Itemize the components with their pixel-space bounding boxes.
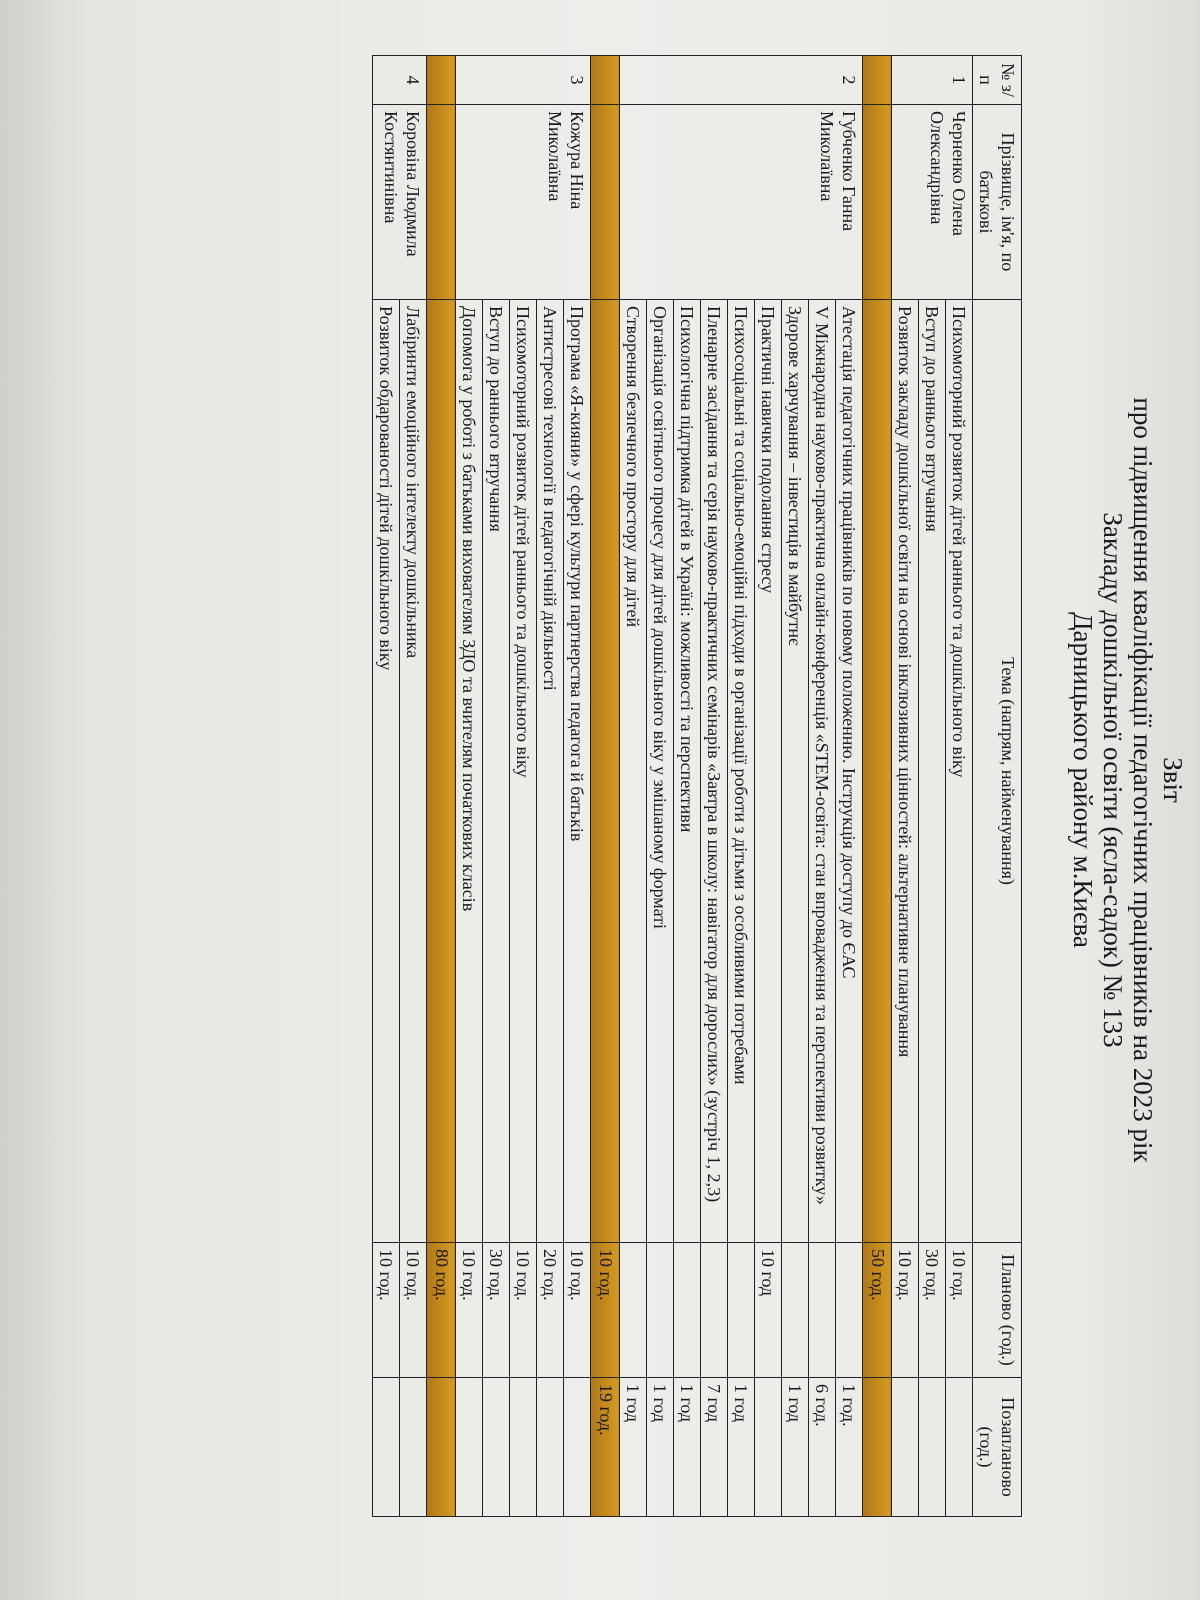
report-subtitle: про підвищення кваліфікації педагогічних працівників на 2023 рік (1128, 397, 1158, 1163)
course-theme: Розвиток обдарованості дітей дошкільного віку (373, 300, 400, 1243)
table-row (564, 56, 591, 1517)
table-row (836, 56, 863, 1517)
total-blank (591, 300, 620, 1243)
total-blank (427, 56, 456, 105)
unplanned-hours (946, 1378, 973, 1517)
unplanned-hours (919, 1378, 946, 1517)
table-header-row (973, 56, 1022, 1517)
course-theme: Пленарне засідання та серія науково-практичних семінарів «Завтра в школу: навігатор для дорослих» (зустріч 1, 2,3) (701, 300, 728, 1243)
planned-hours (620, 1243, 647, 1378)
col-header-planned: Планово (год.) (973, 1243, 1022, 1378)
planned-hours: 10 год. (510, 1243, 537, 1378)
unplanned-hours (456, 1378, 483, 1517)
planned-hours (809, 1243, 836, 1378)
unplanned-hours: 1 год (728, 1378, 755, 1517)
total-unplanned-hours (427, 1378, 456, 1517)
unplanned-hours: 6 год. (809, 1378, 836, 1517)
planned-hours (728, 1243, 755, 1378)
unplanned-hours: 1 год (674, 1378, 701, 1517)
teacher-name: Черненко Олена Олександрівна (892, 105, 973, 300)
col-header-unplanned: Позапланово (год.) (973, 1378, 1022, 1517)
course-theme: Атестація педагогічних працівників по новому положенню. Інструкція доступу до ЄАС (836, 300, 863, 1243)
course-theme: Організація освітнього процесу для дітей дошкільного віку у змішаному форматі (647, 300, 674, 1243)
unplanned-hours (537, 1378, 564, 1517)
col-header-theme: Тема (напрям, найменування) (973, 300, 1022, 1243)
unplanned-hours: 1 год (782, 1378, 809, 1517)
planned-hours: 10 год. (564, 1243, 591, 1378)
teacher-name: Кожура Ніна Миколаївна (456, 105, 591, 300)
course-theme: Вступ до раннього втручання (919, 300, 946, 1243)
course-theme: Створення безпечного простору для дітей (620, 300, 647, 1243)
col-header-name: Прізвище, ім'я, по батькові (973, 105, 1022, 300)
planned-hours: 10 год. (373, 1243, 400, 1378)
course-theme: Практичні навички подолання стресу (755, 300, 782, 1243)
unplanned-hours (564, 1378, 591, 1517)
unplanned-hours (892, 1378, 919, 1517)
table-row (946, 56, 973, 1517)
total-unplanned-hours (863, 1378, 892, 1517)
unplanned-hours (483, 1378, 510, 1517)
teacher-name: Коровіна Людмила Костянтинівна (373, 105, 427, 300)
planned-hours: 10 год (755, 1243, 782, 1378)
unplanned-hours: 7 год (701, 1378, 728, 1517)
planned-hours: 10 год. (456, 1243, 483, 1378)
course-theme: Психологічна підтримка дітей в Україні: можливості та перспективи (674, 300, 701, 1243)
total-blank (591, 105, 620, 300)
planned-hours (836, 1243, 863, 1378)
total-blank (591, 56, 620, 105)
unplanned-hours (400, 1378, 427, 1517)
planned-hours: 10 год. (946, 1243, 973, 1378)
unplanned-hours (510, 1378, 537, 1517)
course-theme: Психосоціальні та соціально-емоційні підходи в організації роботи з дітьми з особливими потребами (728, 300, 755, 1243)
course-theme: Розвиток закладу дошкільної освіти на основі інклюзивних цінностей: альтернативне планування (892, 300, 919, 1243)
unplanned-hours (373, 1378, 400, 1517)
course-theme: Вступ до раннього втручання (483, 300, 510, 1243)
course-theme: Психомоторний розвиток дітей раннього та дошкільного віку (510, 300, 537, 1243)
course-theme: Програма «Я-кияни» у сфері культури партнерства педагога й батьків (564, 300, 591, 1243)
total-row (427, 56, 456, 1517)
teacher-name: Губченко Ганна Миколаївна (620, 105, 863, 300)
planned-hours: 10 год. (892, 1243, 919, 1378)
planned-hours (701, 1243, 728, 1378)
row-number: 4 (373, 56, 427, 105)
total-blank (427, 105, 456, 300)
course-theme: Антистресові технології в педагогічній діяльності (537, 300, 564, 1243)
unplanned-hours: 1 год. (836, 1378, 863, 1517)
row-number: 2 (620, 56, 863, 105)
row-number: 1 (892, 56, 973, 105)
unplanned-hours: 1 год (647, 1378, 674, 1517)
total-planned-hours: 10 год. (591, 1243, 620, 1378)
unplanned-hours (755, 1378, 782, 1517)
table-body (373, 56, 973, 1517)
total-blank (863, 56, 892, 105)
planned-hours: 30 год. (483, 1243, 510, 1378)
qualification-table (372, 55, 1022, 1517)
col-header-num: № з/п (973, 56, 1022, 105)
table-row (400, 56, 427, 1517)
total-blank (863, 105, 892, 300)
total-unplanned-hours: 19 год. (591, 1378, 620, 1517)
planned-hours: 10 год. (400, 1243, 427, 1378)
total-blank (427, 300, 456, 1243)
planned-hours (647, 1243, 674, 1378)
planned-hours: 30 год. (919, 1243, 946, 1378)
total-row (591, 56, 620, 1517)
course-theme: Психомоторний розвиток дітей раннього та дошкільного віку (946, 300, 973, 1243)
institution-name: Закладу дошкільної освіти (ясла-садок) № 133 (1098, 512, 1128, 1048)
total-planned-hours: 80 год. (427, 1243, 456, 1378)
course-theme: Здорове харчування – інвестиція в майбутнє (782, 300, 809, 1243)
course-theme: Лабіринти емоційного інтелекту дошкільника (400, 300, 427, 1243)
planned-hours: 20 год. (537, 1243, 564, 1378)
planned-hours (674, 1243, 701, 1378)
report-title: Звіт (1158, 757, 1188, 803)
total-row (863, 56, 892, 1517)
unplanned-hours: 1 год (620, 1378, 647, 1517)
total-planned-hours: 50 год. (863, 1243, 892, 1378)
district-name: Дарницького району м.Києва (1068, 612, 1098, 948)
course-theme: Допомога у роботі з батьками вихователям ЗДО та вчителям початкових класів (456, 300, 483, 1243)
row-number: 3 (456, 56, 591, 105)
total-blank (863, 300, 892, 1243)
course-theme: V Міжнародна науково-практична онлайн-конференція «STEM-освіта: стан впровадження та перспективи розвитку» (809, 300, 836, 1243)
planned-hours (782, 1243, 809, 1378)
